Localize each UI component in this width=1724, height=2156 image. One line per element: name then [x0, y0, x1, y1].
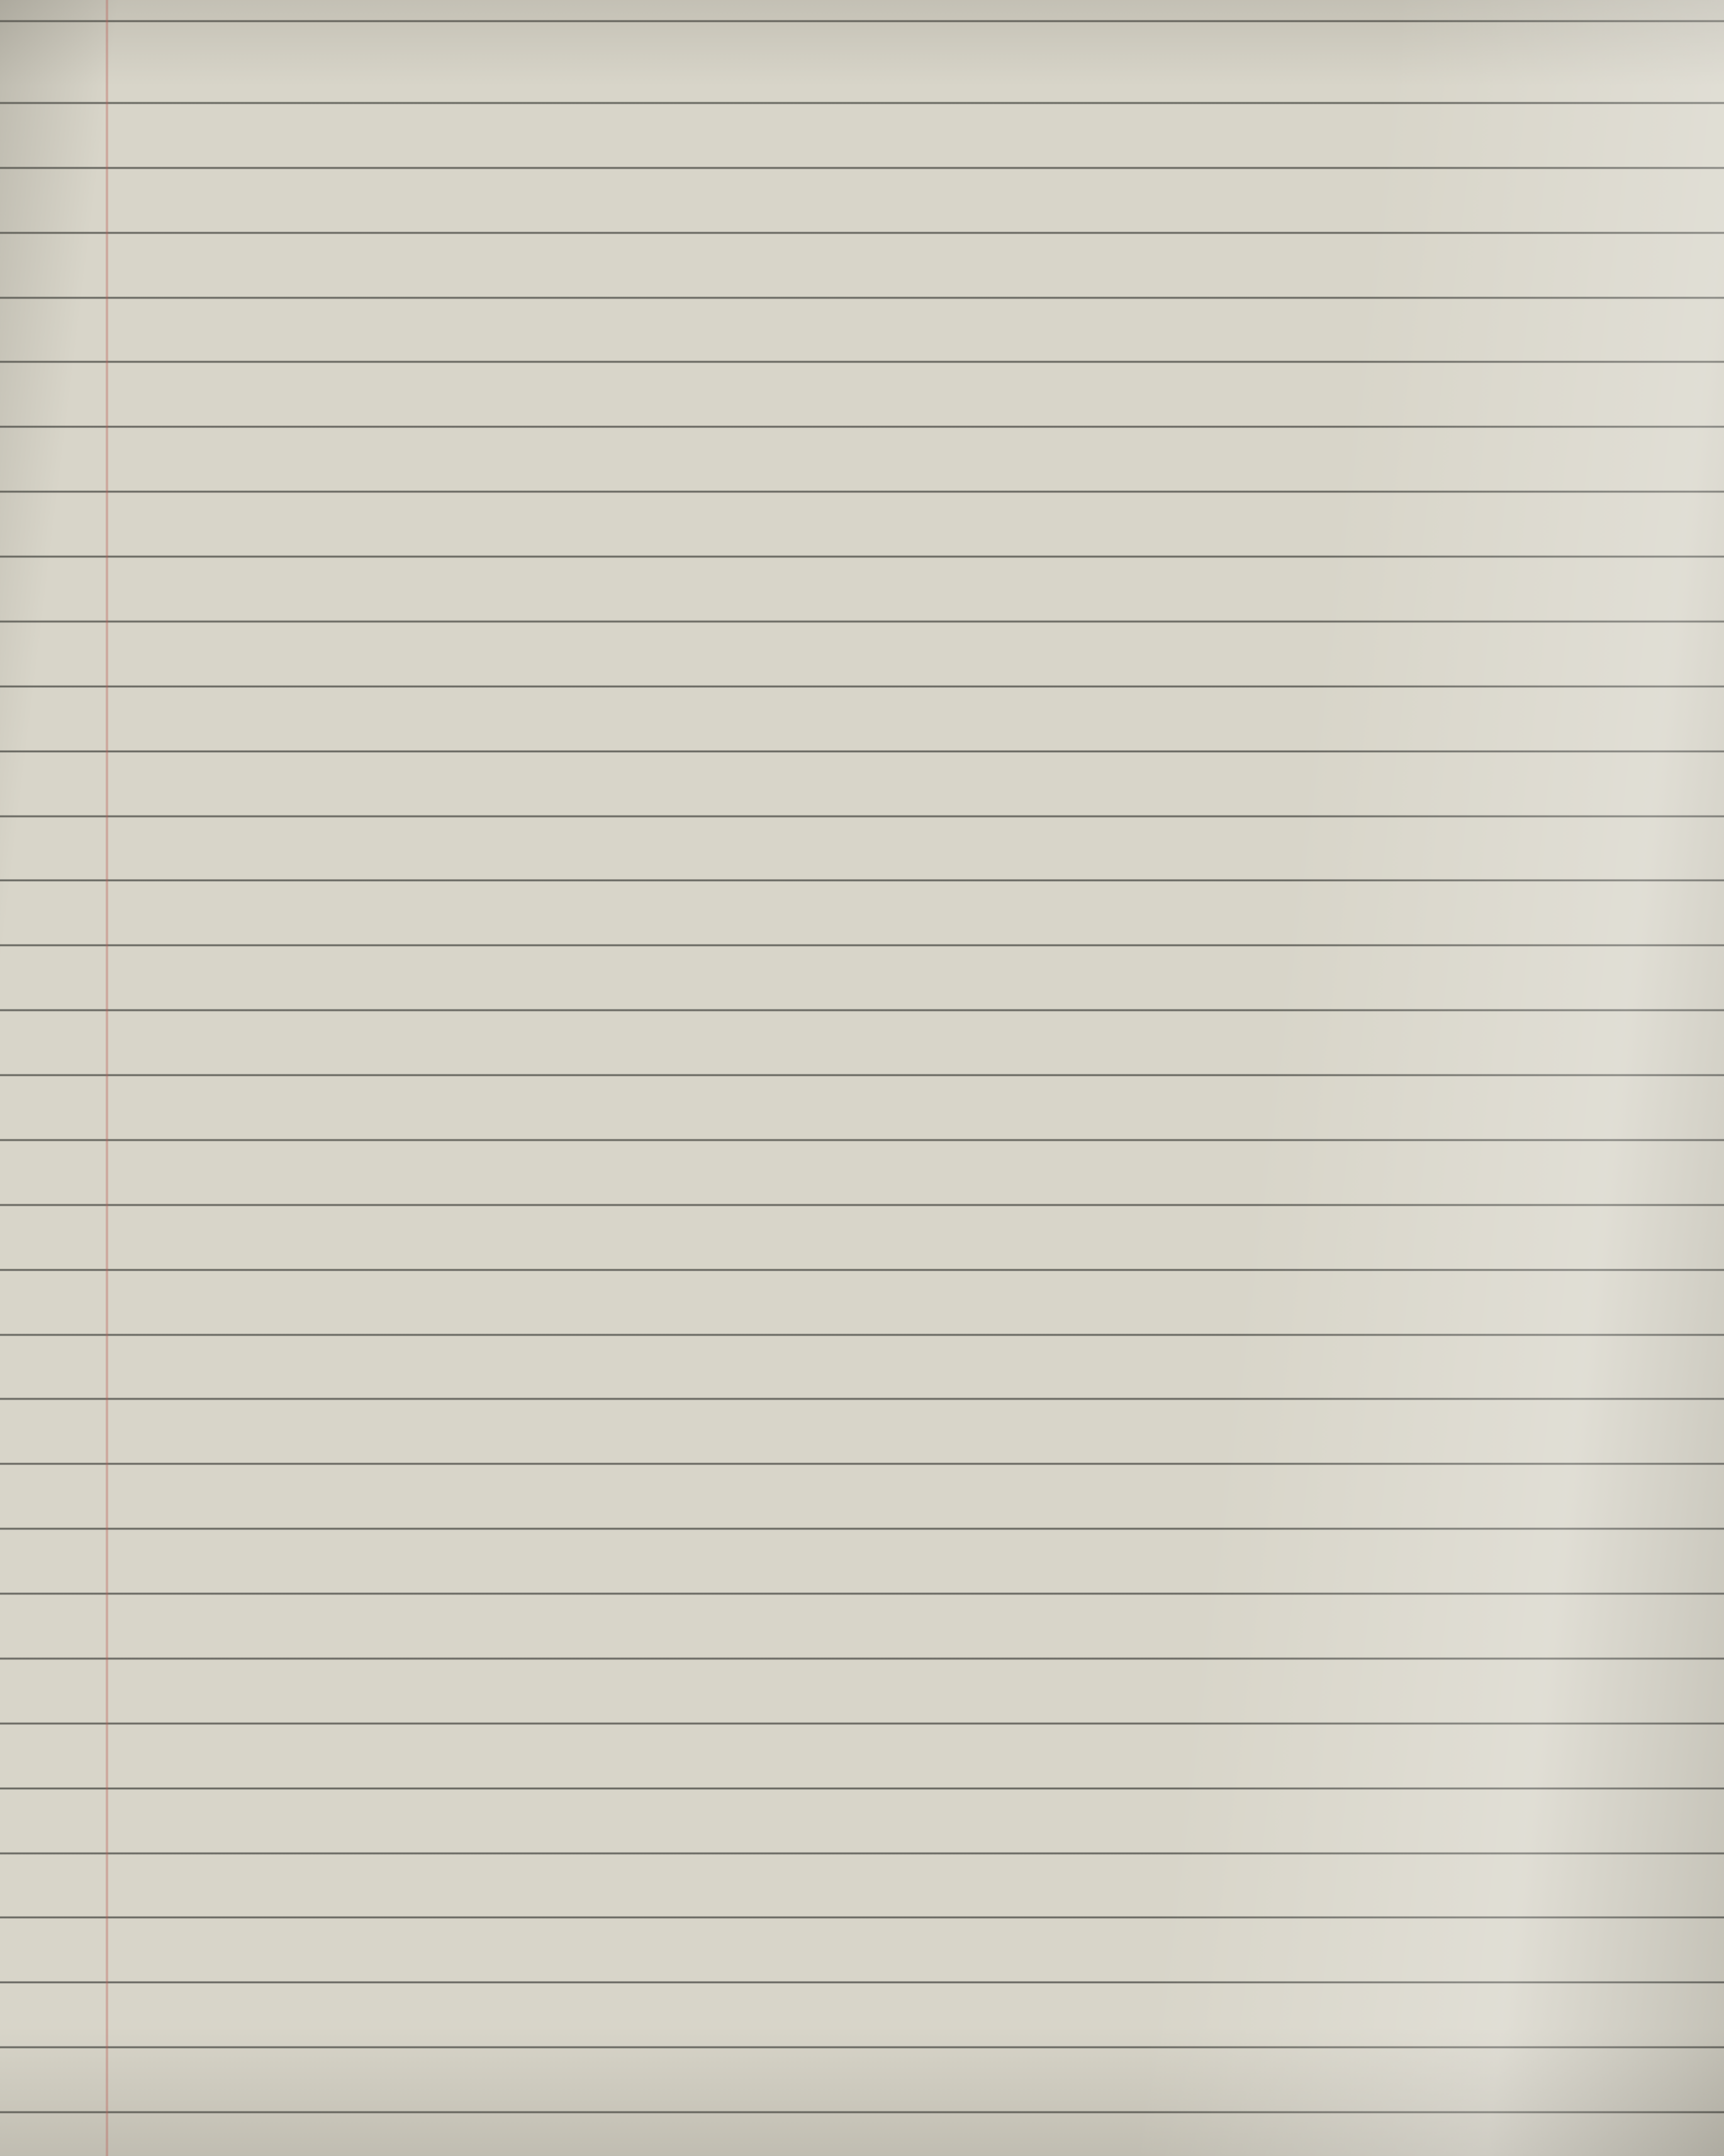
margin-line — [106, 0, 108, 2156]
